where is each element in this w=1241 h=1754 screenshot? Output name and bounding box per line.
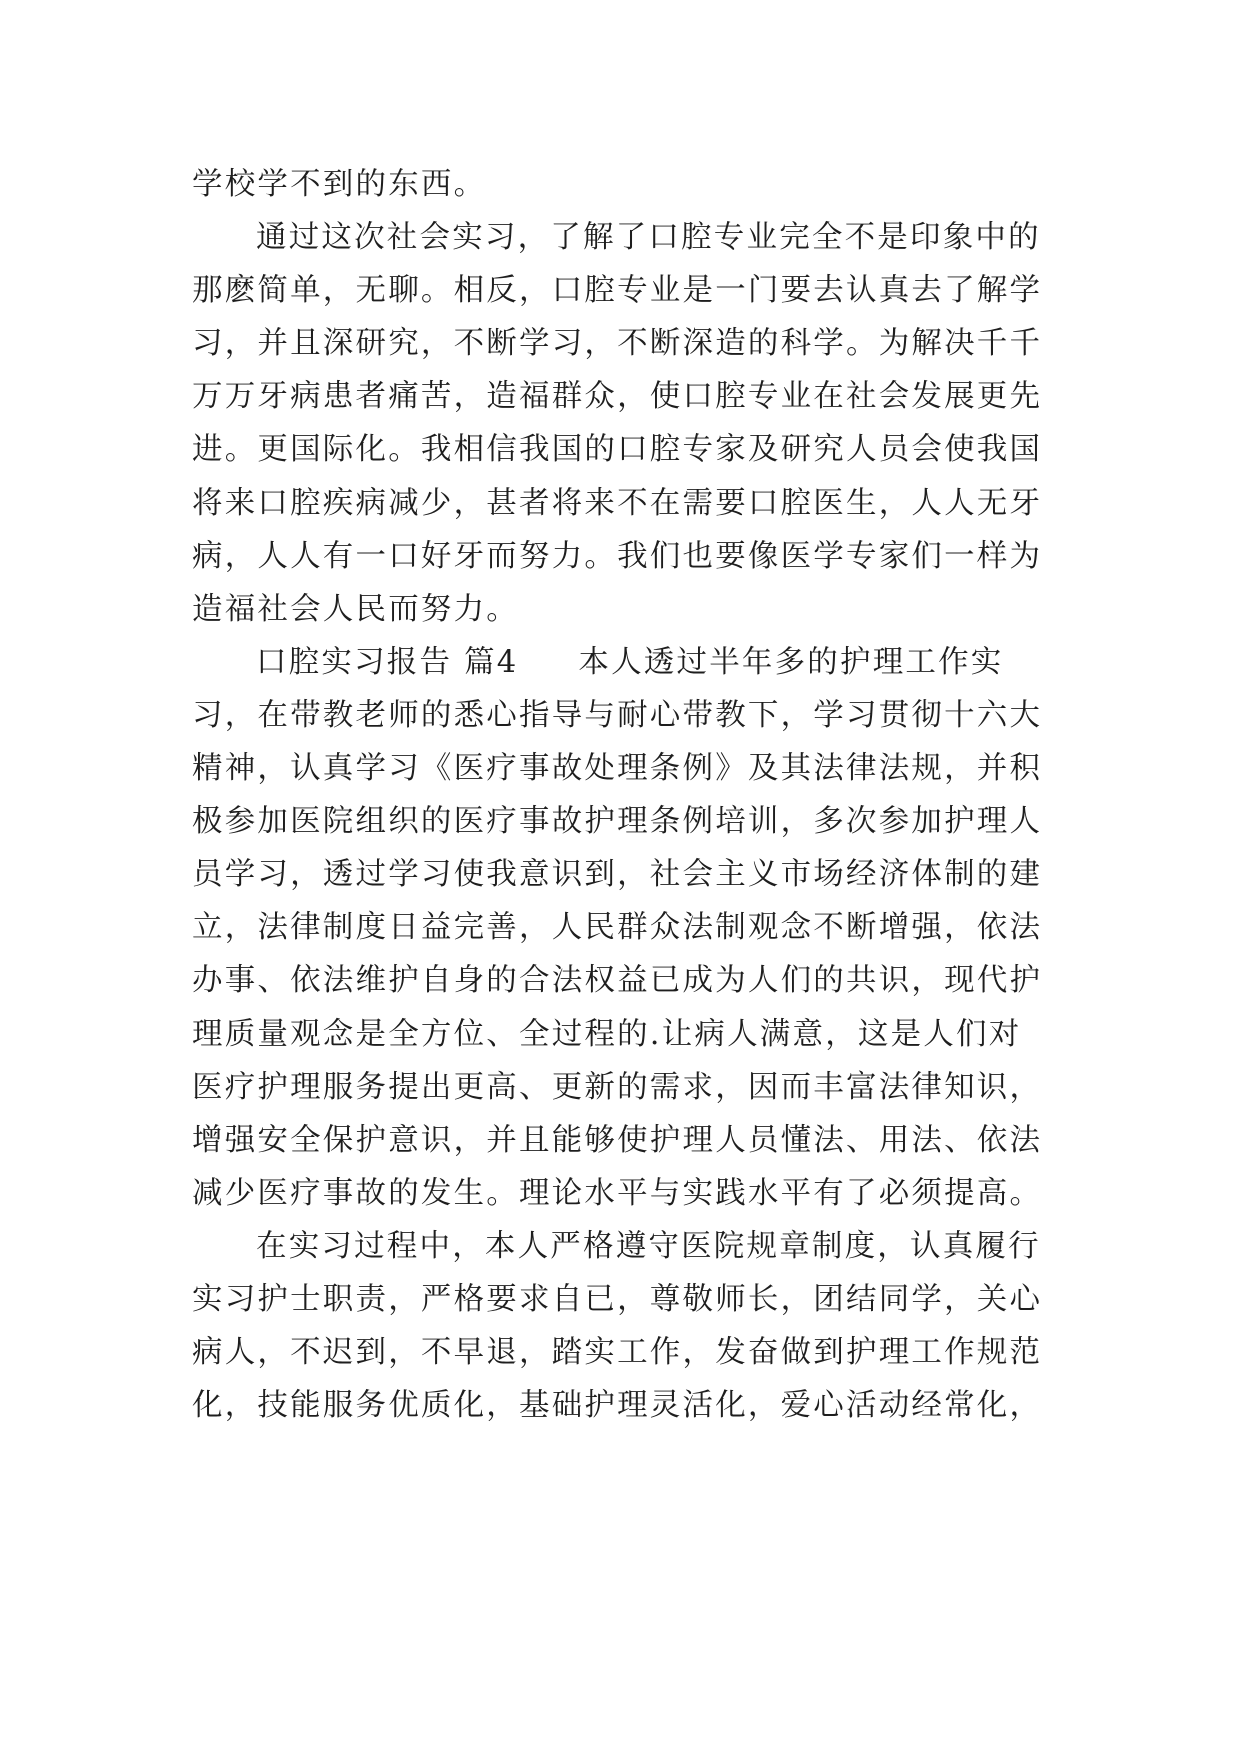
text-line: 员学习，透过学习使我意识到，社会主义市场经济体制的建: [192, 857, 1043, 893]
text-line: 将来口腔疾病减少，甚者将来不在需要口腔医生，人人无牙: [192, 485, 1043, 521]
text-line: 习，在带教老师的悉心指导与耐心带教下，学习贯彻十六大: [192, 697, 1043, 733]
text-line: 实习护士职责，严格要求自已，尊敬师长，团结同学，关心: [192, 1281, 1043, 1317]
text-line: 办事、依法维护自身的合法权益已成为人们的共识，现代护: [192, 963, 1043, 999]
text-line: 造福社会人民而努力。: [192, 591, 519, 627]
text-line: 那麽简单，无聊。相反，口腔专业是一门要去认真去了解学: [192, 273, 1043, 309]
text-line: 理质量观念是全方位、全过程的.让病人满意，这是人们对: [192, 1016, 1022, 1052]
text-line: 病，人人有一口好牙而努力。我们也要像医学专家们一样为: [192, 538, 1043, 574]
text-line: 万万牙病患者痛苦，造福群众，使口腔专业在社会发展更先: [192, 379, 1043, 415]
text-line: 增强安全保护意识，并且能够使护理人员懂法、用法、依法: [192, 1122, 1043, 1158]
text-line: 病人，不迟到，不早退，踏实工作，发奋做到护理工作规范: [192, 1335, 1043, 1371]
text-line: 习，并且深研究，不断学习，不断深造的科学。为解决千千: [192, 326, 1043, 362]
text-line: 医疗护理服务提出更高、更新的需求，因而丰富法律知识，: [192, 1069, 1043, 1105]
paragraph-start-line: 通过这次社会实习，了解了口腔专业完全不是印象中的: [256, 220, 1041, 256]
text-line: 立，法律制度日益完善，人民群众法制观念不断增强，依法: [192, 910, 1043, 946]
text-line: 学校学不到的东西。: [192, 167, 487, 202]
text-line: 精神，认真学习《医疗事故处理条例》及其法律法规，并积: [192, 751, 1043, 787]
document-body: [192, 158, 1052, 1432]
text-line: 极参加医院组织的医疗事故护理条例培训，多次参加护理人: [192, 804, 1043, 840]
section-heading: 口腔实习报告 篇4: [256, 644, 519, 680]
text-line: 化，技能服务优质化，基础护理灵活化，爱心活动经常化，: [192, 1388, 1043, 1424]
paragraph-start-line: 在实习过程中，本人严格遵守医院规章制度，认真履行: [256, 1228, 1041, 1264]
text-line: 减少医疗事故的发生。理论水平与实践水平有了必须提高。: [192, 1175, 1043, 1211]
text-line: 进。更国际化。我相信我国的口腔专家及研究人员会使我国: [192, 432, 1043, 468]
text-line: 本人透过半年多的护理工作实: [578, 644, 1004, 680]
section-heading-line: [192, 636, 1052, 689]
